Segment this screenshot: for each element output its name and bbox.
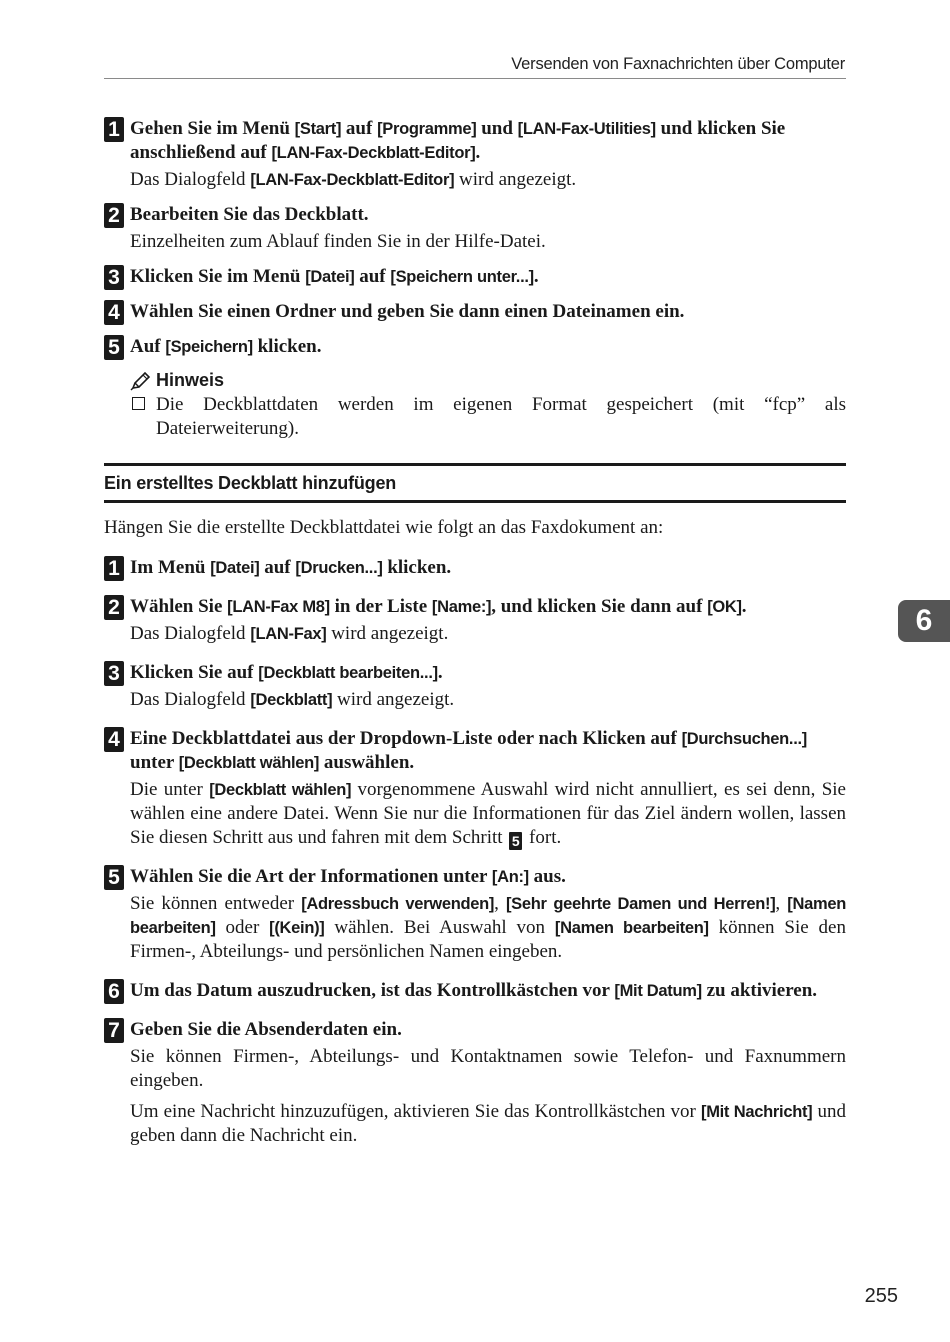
- step-title: Wählen Sie einen Ordner und geben Sie dann einen Dateinamen ein.: [130, 301, 685, 322]
- step-7: [104, 1018, 846, 1148]
- note-item: Die Deckblattdaten werden im eigenen Format gespeichert (mit “fcp” als Dateierweiterung).: [130, 393, 846, 441]
- step-number: 2: [104, 595, 124, 620]
- note-heading: Hinweis: [130, 370, 846, 391]
- step-title: Um das Datum auszudrucken, ist das Kontrollkästchen vor [Mit Datum] zu aktivieren.: [130, 980, 818, 1001]
- step-title: Eine Deckblattdatei aus der Dropdown-Liste oder nach Klicken auf [Durchsuchen...] unter [Deckblatt wählen] auswählen.: [130, 728, 807, 773]
- step-description: Um eine Nachricht hinzuzufügen, aktivieren Sie das Kontrollkästchen vor [Mit Nachricht] und geben dann die Nachricht ein.: [130, 1101, 846, 1146]
- step-number: 2: [104, 203, 124, 228]
- step-number: 1: [104, 117, 124, 142]
- step-reference-number: 5: [509, 832, 522, 850]
- step-title: Klicken Sie im Menü [Datei] auf [Speichern unter...].: [130, 266, 539, 287]
- step-number: 1: [104, 556, 124, 581]
- step-2: [104, 203, 846, 254]
- section-title: Ein erstelltes Deckblatt hinzufügen: [104, 473, 397, 493]
- step-description: Das Dialogfeld [Deckblatt] wird angezeigt.: [130, 689, 455, 710]
- step-description: Das Dialogfeld [LAN-Fax] wird angezeigt.: [130, 623, 449, 644]
- step-title: Gehen Sie im Menü [Start] auf [Programme] und [LAN-Fax-Utilities] und klicken Sie anschließend auf [LAN-Fax-Deckblatt-Editor].: [130, 118, 786, 163]
- step-number: 4: [104, 727, 124, 752]
- step-number: 6: [104, 979, 124, 1004]
- checkbox-icon: [132, 397, 145, 410]
- step-3: [104, 661, 846, 712]
- page-number: 255: [864, 1285, 898, 1307]
- step-number: 5: [104, 335, 124, 360]
- step-title: Bearbeiten Sie das Deckblatt.: [130, 204, 369, 225]
- page-content: [104, 117, 846, 1163]
- step-title: Geben Sie die Absenderdaten ein.: [130, 1019, 402, 1040]
- step-5: [104, 335, 846, 359]
- step-4: [104, 727, 846, 850]
- step-5: [104, 865, 846, 964]
- step-description: Einzelheiten zum Ablauf finden Sie in der Hilfe-Datei.: [130, 231, 546, 252]
- step-title: Im Menü [Datei] auf [Drucken...] klicken.: [130, 557, 452, 578]
- pencil-icon: [130, 371, 152, 391]
- step-number: 4: [104, 300, 124, 325]
- step-title: Auf [Speichern] klicken.: [130, 336, 322, 357]
- step-description: Sie können Firmen-, Abteilungs- und Kontaktnamen sowie Telefon- und Faxnummern eingeben.: [130, 1046, 846, 1091]
- step-description: Die unter [Deckblatt wählen] vorgenommene Auswahl wird nicht annulliert, es sei denn, Sie wählen eine andere Datei. Wenn Sie nur die Informationen für das Ziel ändern wollen, lassen Sie diesen Schritt aus und fahren mit dem Schritt 5 fort.: [130, 779, 846, 849]
- step-1: [104, 117, 846, 192]
- note-box: [130, 370, 846, 441]
- step-1: [104, 556, 846, 580]
- step-2: [104, 595, 846, 646]
- step-4: [104, 300, 846, 324]
- step-6: [104, 979, 846, 1003]
- running-header: Versenden von Faxnachrichten über Computer: [511, 55, 845, 73]
- step-3: [104, 265, 846, 289]
- step-number: 3: [104, 265, 124, 290]
- step-number: 7: [104, 1018, 124, 1043]
- step-description: Sie können entweder [Adressbuch verwenden], [Sehr geehrte Damen und Herren!], [Namen bearbeiten] oder [(Kein)] wählen. Bei Auswahl von [Namen bearbeiten] können Sie den Firmen-, Abteilungs- und persönlichen Namen eingeben.: [130, 893, 847, 962]
- section-intro: Hängen Sie die erstellte Deckblattdatei wie folgt an das Faxdokument an:: [104, 517, 664, 538]
- step-description: Das Dialogfeld [LAN-Fax-Deckblatt-Editor] wird angezeigt.: [130, 169, 577, 190]
- chapter-tab: 6: [898, 600, 950, 642]
- step-number: 5: [104, 865, 124, 890]
- step-title: Wählen Sie die Art der Informationen unter [An:] aus.: [130, 866, 566, 887]
- header-rule: [104, 78, 846, 79]
- step-title: Klicken Sie auf [Deckblatt bearbeiten...].: [130, 662, 443, 683]
- step-title: Wählen Sie [LAN-Fax M8] in der Liste [Name:], und klicken Sie dann auf [OK].: [130, 596, 747, 617]
- step-number: 3: [104, 661, 124, 686]
- section-heading: [104, 463, 846, 503]
